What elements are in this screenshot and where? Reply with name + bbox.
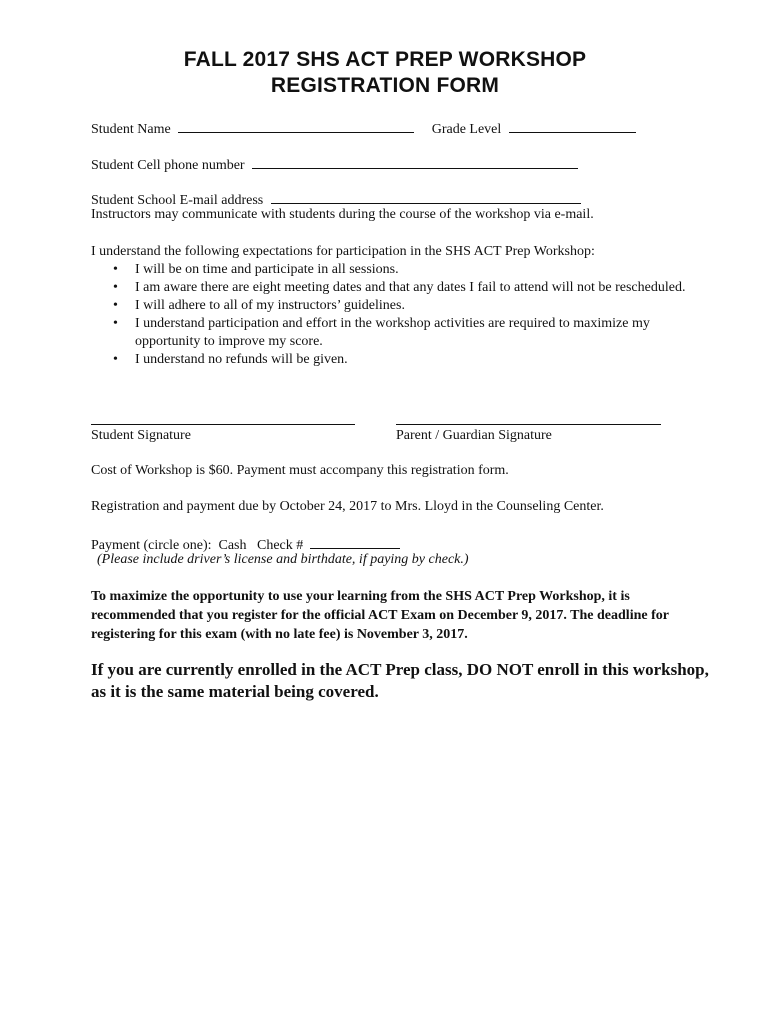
- email-note: Instructors may communicate with students during the course of the workshop via e-mail.: [91, 207, 594, 222]
- cell-phone-field[interactable]: [252, 154, 578, 169]
- expectations-list: [91, 261, 715, 369]
- due-text: Registration and payment due by October 24, 2017 to Mrs. Lloyd in the Counseling Center.: [91, 499, 604, 514]
- student-signature-label: Student Signature: [91, 428, 191, 443]
- grade-level-field[interactable]: [509, 118, 636, 133]
- payment-label: Payment (circle one): Cash Check #: [91, 538, 304, 553]
- student-signature-field[interactable]: [91, 424, 355, 425]
- list-item: [91, 315, 715, 351]
- student-name-field[interactable]: [178, 118, 414, 133]
- warning-text: If you are currently enrolled in the ACT Prep class, DO NOT enroll in this workshop, as it is the same material being covered.: [91, 660, 709, 701]
- student-name-row: [91, 118, 636, 139]
- payment-note: (Please include driver’s license and birthdate, if paying by check.): [97, 552, 469, 567]
- bullet-icon: •: [113, 280, 118, 295]
- list-item-text: I am aware there are eight meeting dates and that any dates I fail to attend will not be rescheduled.: [135, 280, 686, 295]
- list-item-text: I will adhere to all of my instructors’ guidelines.: [135, 298, 405, 313]
- bullet-icon: •: [113, 262, 118, 277]
- bullet-icon: •: [113, 316, 118, 331]
- cell-phone-label: Student Cell phone number: [91, 158, 245, 173]
- cost-text: Cost of Workshop is $60. Payment must accompany this registration form.: [91, 463, 509, 478]
- list-item: [91, 261, 715, 279]
- form-title-line2: REGISTRATION FORM: [270, 74, 500, 97]
- grade-level-label: Grade Level: [431, 122, 502, 137]
- bullet-icon: •: [113, 352, 118, 367]
- bullet-icon: •: [113, 298, 118, 313]
- email-field[interactable]: [271, 189, 581, 204]
- check-number-field[interactable]: [310, 534, 400, 549]
- expectations-intro: I understand the following expectations for participation in the SHS ACT Prep Workshop:: [91, 244, 595, 259]
- email-label: Student School E-mail address: [91, 193, 264, 208]
- recommendation-text: To maximize the opportunity to use your learning from the SHS ACT Prep Workshop, it is recommended that you register for the official ACT Exam on December 9, 2017. The deadline for registering for this exam (with no late fee) is November 3, 2017.: [91, 589, 669, 642]
- cell-phone-row: [91, 154, 578, 175]
- list-item-text: I understand no refunds will be given.: [135, 352, 348, 367]
- parent-signature-label: Parent / Guardian Signature: [396, 428, 552, 443]
- student-name-label: Student Name: [91, 122, 171, 137]
- parent-signature-field[interactable]: [396, 424, 661, 425]
- form-title-line1: FALL 2017 SHS ACT PREP WORKSHOP: [183, 48, 587, 71]
- list-item: [91, 279, 715, 297]
- list-item-text: I understand participation and effort in the workshop activities are required to maximize my opportunity to improve my score.: [135, 316, 650, 349]
- list-item: [91, 351, 715, 369]
- list-item: [91, 297, 715, 315]
- list-item-text: I will be on time and participate in all sessions.: [135, 262, 399, 277]
